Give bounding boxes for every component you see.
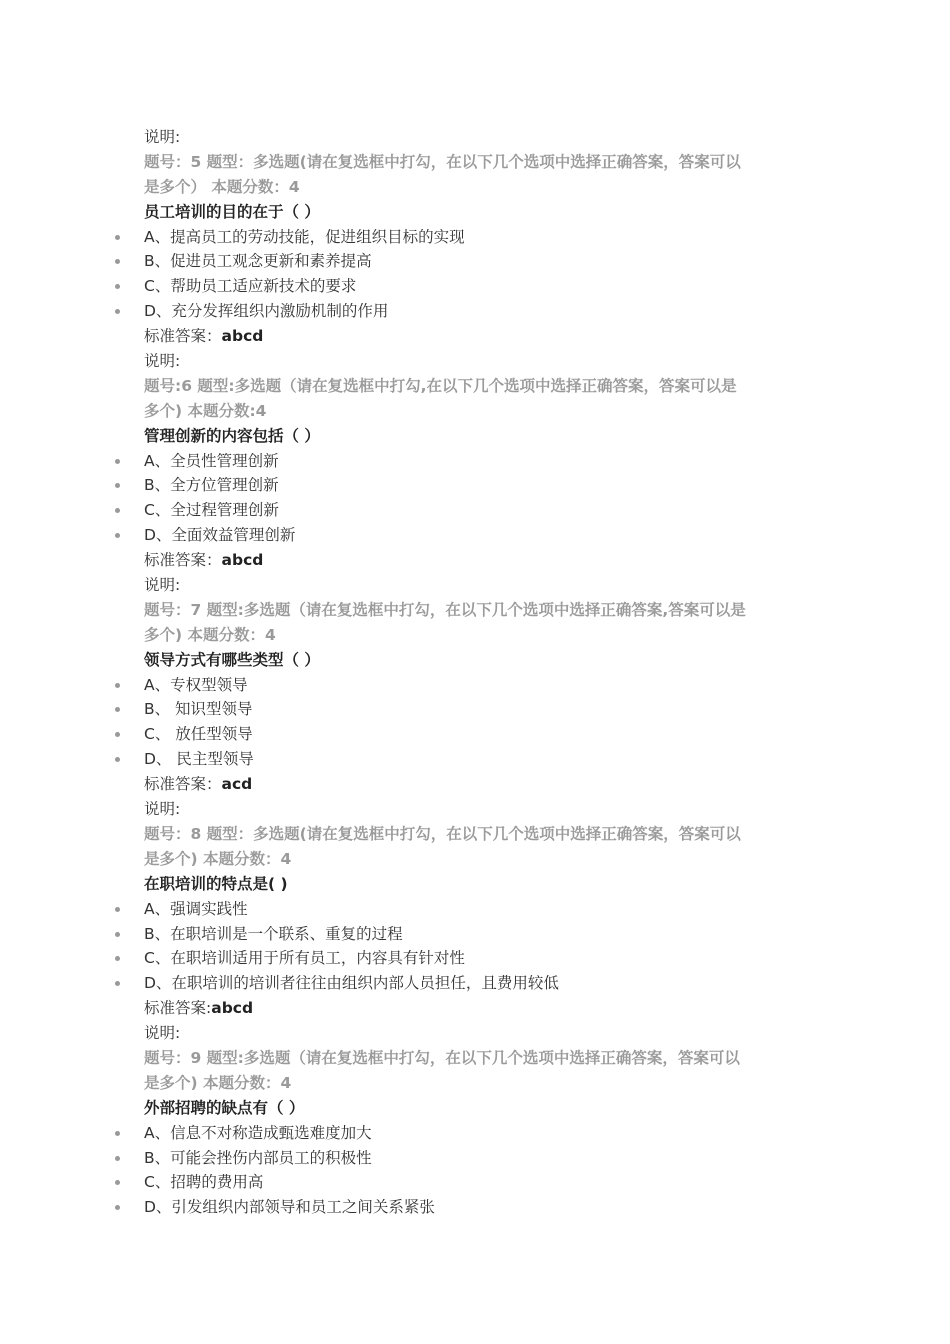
option-item: B、在职培训是一个联系、重复的过程 (144, 922, 824, 947)
standard-answer (144, 772, 824, 797)
answer-value: abcd (211, 999, 254, 1018)
option-item: C、在职培训适用于所有员工，内容具有针对性 (144, 946, 824, 971)
option-item: D、引发组织内部领导和员工之间关系紧张 (144, 1195, 824, 1220)
question-meta: 是多个) 本题分数：4 (144, 1073, 292, 1092)
option-item: C、招聘的费用高 (144, 1170, 824, 1195)
question-meta: 是多个） 本题分数：4 (144, 177, 300, 196)
question-stem: 管理创新的内容包括（ ） (144, 426, 320, 445)
question-stem: 外部招聘的缺点有（ ） (144, 1098, 305, 1117)
document-body (144, 125, 824, 1220)
option-item: C、全过程管理创新 (144, 498, 824, 523)
standard-answer (144, 548, 824, 573)
answer-value: abcd (221, 551, 264, 570)
standard-answer (144, 996, 824, 1021)
question-meta: 题号：9 题型:多选题（请在复选框中打勾，在以下几个选项中选择正确答案，答案可以 (144, 1048, 740, 1067)
option-item: B、全方位管理创新 (144, 473, 824, 498)
note-label: 说明: (144, 1024, 181, 1043)
answer-label: 标准答案： (144, 775, 222, 794)
option-item: C、 放任型领导 (144, 722, 824, 747)
question-meta: 是多个) 本题分数：4 (144, 849, 292, 868)
option-item: A、专权型领导 (144, 673, 824, 698)
note-label: 说明: (144, 576, 181, 595)
option-item: B、 知识型领导 (144, 697, 824, 722)
option-item: D、全面效益管理创新 (144, 523, 824, 548)
option-item: C、帮助员工适应新技术的要求 (144, 274, 824, 299)
answer-label: 标准答案: (144, 999, 212, 1018)
question-meta: 多个) 本题分数：4 (144, 625, 276, 644)
question-stem: 员工培训的目的在于（ ） (144, 202, 320, 221)
question-meta: 多个) 本题分数:4 (144, 401, 267, 420)
answer-label: 标准答案： (144, 327, 222, 346)
question-meta: 题号:6 题型:多选题（请在复选框中打勾,在以下几个选项中选择正确答案，答案可以是 (144, 376, 737, 395)
question-stem: 领导方式有哪些类型（ ） (144, 650, 320, 669)
option-item: B、促进员工观念更新和素养提高 (144, 249, 824, 274)
option-item: D、在职培训的培训者往往由组织内部人员担任，且费用较低 (144, 971, 824, 996)
note-label: 说明: (144, 352, 181, 371)
note-label: 说明: (144, 800, 181, 819)
answer-value: abcd (221, 327, 264, 346)
question-meta: 题号：8 题型：多选题(请在复选框中打勾，在以下几个选项中选择正确答案，答案可以 (144, 824, 741, 843)
option-item: B、可能会挫伤内部员工的积极性 (144, 1146, 824, 1171)
answer-label: 标准答案： (144, 551, 222, 570)
question-stem: 在职培训的特点是( ) (144, 874, 288, 893)
question-meta: 题号：7 题型:多选题（请在复选框中打勾，在以下几个选项中选择正确答案,答案可以是 (144, 600, 746, 619)
standard-answer (144, 324, 824, 349)
intro-note: 说明: (144, 128, 181, 146)
option-item: A、强调实践性 (144, 897, 824, 922)
option-item: D、 民主型领导 (144, 747, 824, 772)
option-item: A、全员性管理创新 (144, 449, 824, 474)
option-item: A、提高员工的劳动技能，促进组织目标的实现 (144, 225, 824, 250)
option-item: A、信息不对称造成甄选难度加大 (144, 1121, 824, 1146)
question-meta: 题号：5 题型：多选题(请在复选框中打勾，在以下几个选项中选择正确答案，答案可以 (144, 152, 741, 171)
option-item: D、充分发挥组织内激励机制的作用 (144, 299, 824, 324)
answer-value: acd (221, 775, 253, 794)
